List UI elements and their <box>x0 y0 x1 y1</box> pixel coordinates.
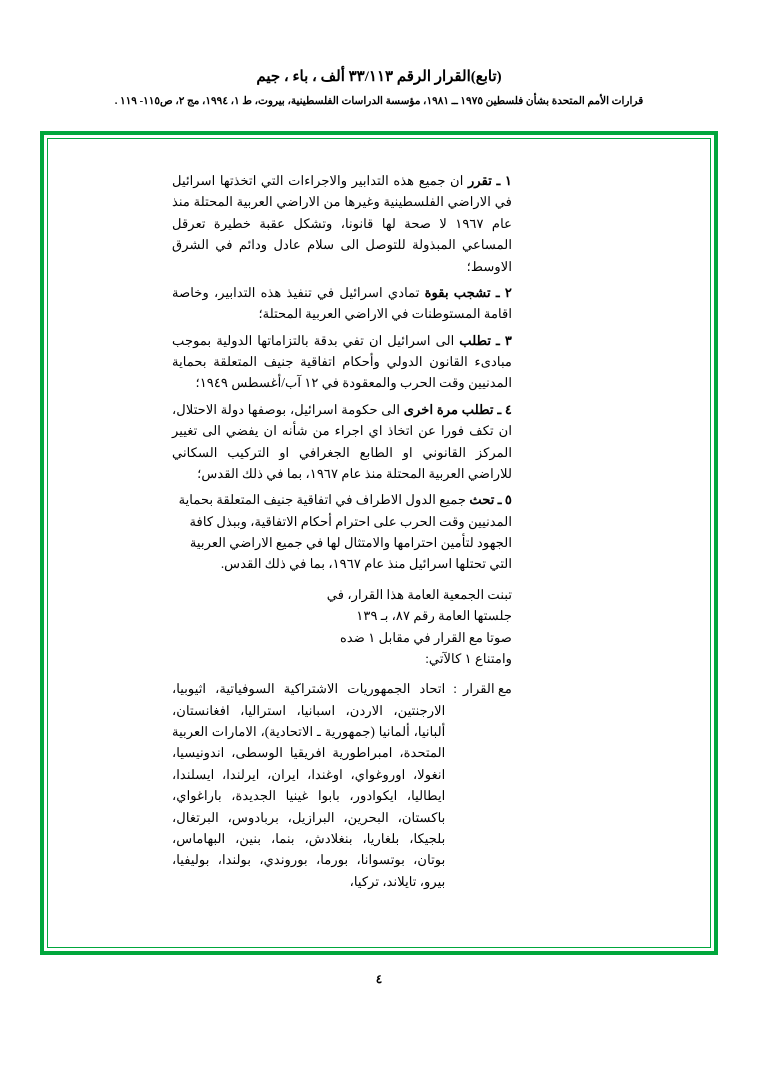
document-body <box>172 170 512 892</box>
paragraph-4-text: الى حكومة اسرائيل، بوصفها دولة الاحتلال، ان تكف فورا عن اتخاذ اي اجراء من شأنه ان يفضي الى تغيير المركز القانوني او الطابع الجغرافي او التركيب السكاني للاراضي العربية المحتلة منذ عام ١٩٦٧، بما في ذلك القدس؛ <box>172 401 512 481</box>
paragraph-5-lead: ٥ ـ تحث <box>469 492 512 508</box>
page-title: (تابع)القرار الرقم ٣٣/١١٣ ألف ، باء ، جيم <box>256 69 502 85</box>
states-in-favor-list: اتحاد الجمهوريات الاشتراكية السوفياتية، اثيوبيا، الارجنتين، الاردن، اسبانيا، استراليا، افغانستان، ألبانيا، ألمانيا (جمهورية ـ الاتحادية)، الامارات العربية المتحدة، امبراطورية افريقيا الوسطى، اندونيسيا، انغولا، اوروغواي، اوغندا، ايران، ايرلندا، ايسلندا، ايطاليا، ايكوادور، بابوا غينيا الجديدة، باراغواي، باكستان، البحرين، البرازيل، بربادوس، البرتغال، بلجيكا، بلغاريا، بنغلادش، بنما، بنين، البهاماس، بوتان، بوتسوانا، بورما، بوروندي، بولندا، بوليفيا، بيرو، تايلاند، تركيا، <box>172 681 446 889</box>
paragraph-5 <box>172 489 512 575</box>
source-citation: قرارات الأمم المتحدة بشأن فلسطين ١٩٧٥ ــ ١٩٨١، مؤسسة الدراسات الفلسطينية، بيروت، ط ١، ١٩٩٤، مج ٢، ص١١٥- ١١٩ . <box>114 95 644 107</box>
states-in-favor-colon: : <box>453 681 457 697</box>
paragraph-4 <box>172 399 512 485</box>
paragraph-2-text: تمادي اسرائيل في تنفيذ هذه التدابير، وخاصة اقامة المستوطنات في الاراضي العربية المحتلة؛ <box>172 284 512 322</box>
paragraph-4-lead: ٤ ـ تطلب مرة اخرى <box>403 401 512 417</box>
paragraph-2 <box>172 282 512 325</box>
paragraph-3-lead: ٣ ـ تطلب <box>459 332 512 348</box>
paragraph-3-text: الى اسرائيل ان تفي بدقة بالتزاماتها الدولية بموجب مبادىء القانون الدولي وأحكام اتفاقية جنيف المتعلقة بحماية المدنيين وقت الحرب والمعقودة في ١٢ آب/أغسطس ١٩٤٩؛ <box>172 332 512 391</box>
page-number: ٤ <box>375 972 383 986</box>
vote-record <box>172 584 512 670</box>
paragraph-1-text: ان جميع هذه التدابير والاجراءات التي اتخذتها اسرائيل في الاراضي الفلسطينية وغيرها من الاراضي العربية المحتلة منذ عام ١٩٦٧ لا صحة لها قانونا، وتشكل عقبة خطيرة تعرقل المساعي المبذولة للتوصل الى سلام عادل ودائم في الشرق الاوسط؛ <box>172 173 512 274</box>
paragraph-2-lead: ٢ ـ تشجب بقوة <box>424 284 513 300</box>
vote-line-1: تبنت الجمعية العامة هذا القرار، في <box>326 586 512 602</box>
states-in-favor-label: مع القرار <box>462 681 512 697</box>
vote-line-4: وامتناع ١ كالآتي: <box>425 650 512 666</box>
paragraph-1 <box>172 170 512 277</box>
paragraph-3 <box>172 330 512 394</box>
paragraph-5-text: جميع الدول الاطراف في اتفاقية جنيف المتعلقة بحماية المدنيين وقت الحرب على احترام أحكام الاتفاقية، وببذل كافة الجهود لتأمين احترامها والامتثال لها في جميع الاراضي العربية التي تحتلها اسرائيل منذ عام ١٩٦٧، بما في ذلك القدس. <box>178 492 512 572</box>
states-in-favor <box>172 678 512 892</box>
vote-line-2: جلستها العامة رقم ٨٧، بـ ١٣٩ <box>356 608 512 624</box>
document-header <box>0 68 758 109</box>
paragraph-1-lead: ١ ـ تقرر <box>467 173 512 188</box>
vote-line-3: صوتا مع القرار في مقابل ١ ضده <box>339 629 512 645</box>
